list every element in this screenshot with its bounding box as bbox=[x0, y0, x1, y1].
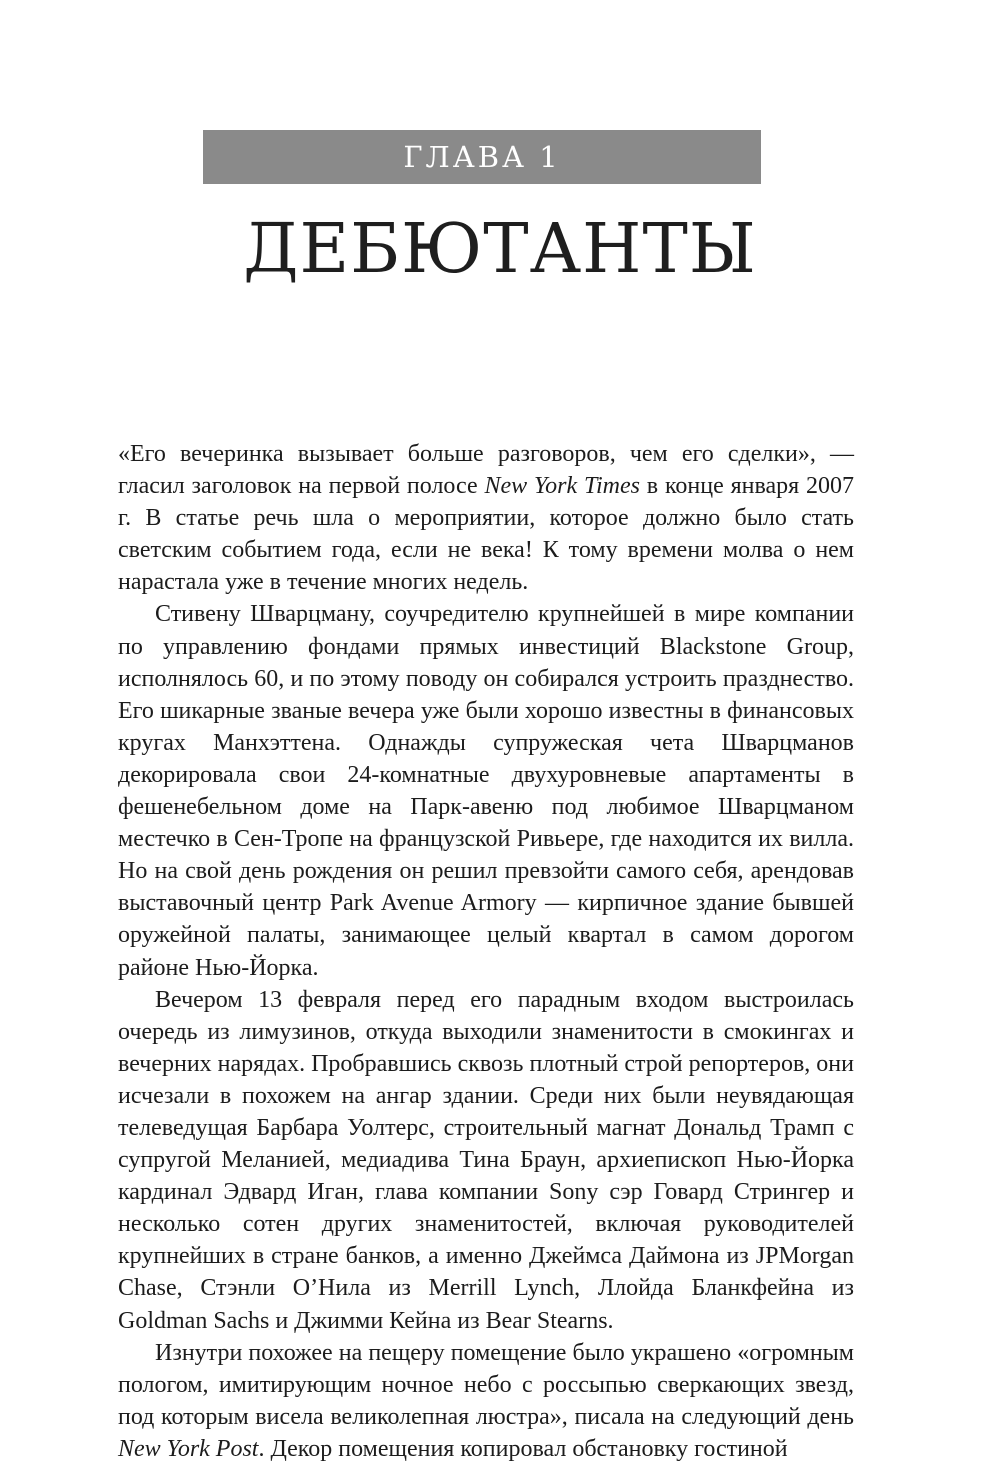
paragraph-1-text-a: «Его вечеринка вызывает больше разговоров, чем его сделки», — гласил заголовок на первой полосе bbox=[118, 441, 854, 500]
paragraph-2: Стивену Шварцману, соучредителю крупнейшей в мире компании по управлению фондами прямых инвестиций Blackstone Group, исполнялось 60, и по этому поводу он собирался устроить празднество. Его шикарные званые вечера уже были хорошо известны в финансовых кругах Манхэттена. Однажды супружеская чета Шварцманов декорировала свои 24-комнатные двухуровневые апартаменты в фешенебельном доме на Парк-авеню под любимое Шварцманом местечко в Сен-Тропе на французской Ривьере, где находится их вилла. Но на свой день рождения он решил превзойти самого себя, арендовав выставочный центр Park Avenue Armory — кирпичное здание бывшей оружейной палаты, занимающее целый квартал в самом дорогом районе Нью-Йорка. bbox=[118, 601, 854, 981]
paragraph-1 bbox=[118, 438, 854, 598]
paragraph-3: Вечером 13 февраля перед его парадным входом выстроилась очередь из лимузинов, откуда выходили знаменитости в смокингах и вечерних нарядах. Пробравшись сквозь плотный строй репортеров, они исчезали в похожем на ангар здании. Среди них были неувядающая телеведущая Барбара Уолтерс, строительный магнат Дональд Трамп с супругой Меланией, медиадива Тина Браун, архиепископ Нью-Йорка кардинал Эдвард Иган, глава компании Sony сэр Говард Стрингер и несколько сотен других знаменитостей, включая руководителей крупнейших в стране банков, а именно Джеймса Даймона из JPMorgan Chase, Стэнли О’Нила из Merrill Lynch, Ллойда Бланкфейна из Goldman Sachs и Джимми Кейна из Bear Stearns. bbox=[118, 986, 854, 1334]
chapter-title: ДЕБЮТАНТЫ bbox=[243, 210, 757, 289]
chapter-label-band bbox=[203, 130, 761, 184]
newspaper-title-nypost: New York Post bbox=[118, 1435, 259, 1462]
body-text bbox=[118, 438, 854, 1465]
paragraph-1-text-c: в конце января 2007 г. В статье речь шла о мероприятии, которое должно было стать светским событием года, если не века! К тому времени молва о нем нарастала уже в течение многих недель. bbox=[118, 473, 855, 596]
paragraph-4 bbox=[118, 1337, 854, 1465]
paragraph-4-text-c: . Декор помещения копировал обстановку гостиной bbox=[258, 1435, 788, 1462]
chapter-label: ГЛАВА 1 bbox=[403, 140, 561, 174]
newspaper-title-nyt: New York Times bbox=[484, 473, 640, 500]
paragraph-4-text-a: Изнутри похожее на пещеру помещение было украшено «огромным пологом, имитирующим ночное небо с россыпью сверкающих звезд, под которым висела великолепная люстра», писала на следующий день bbox=[118, 1339, 854, 1430]
